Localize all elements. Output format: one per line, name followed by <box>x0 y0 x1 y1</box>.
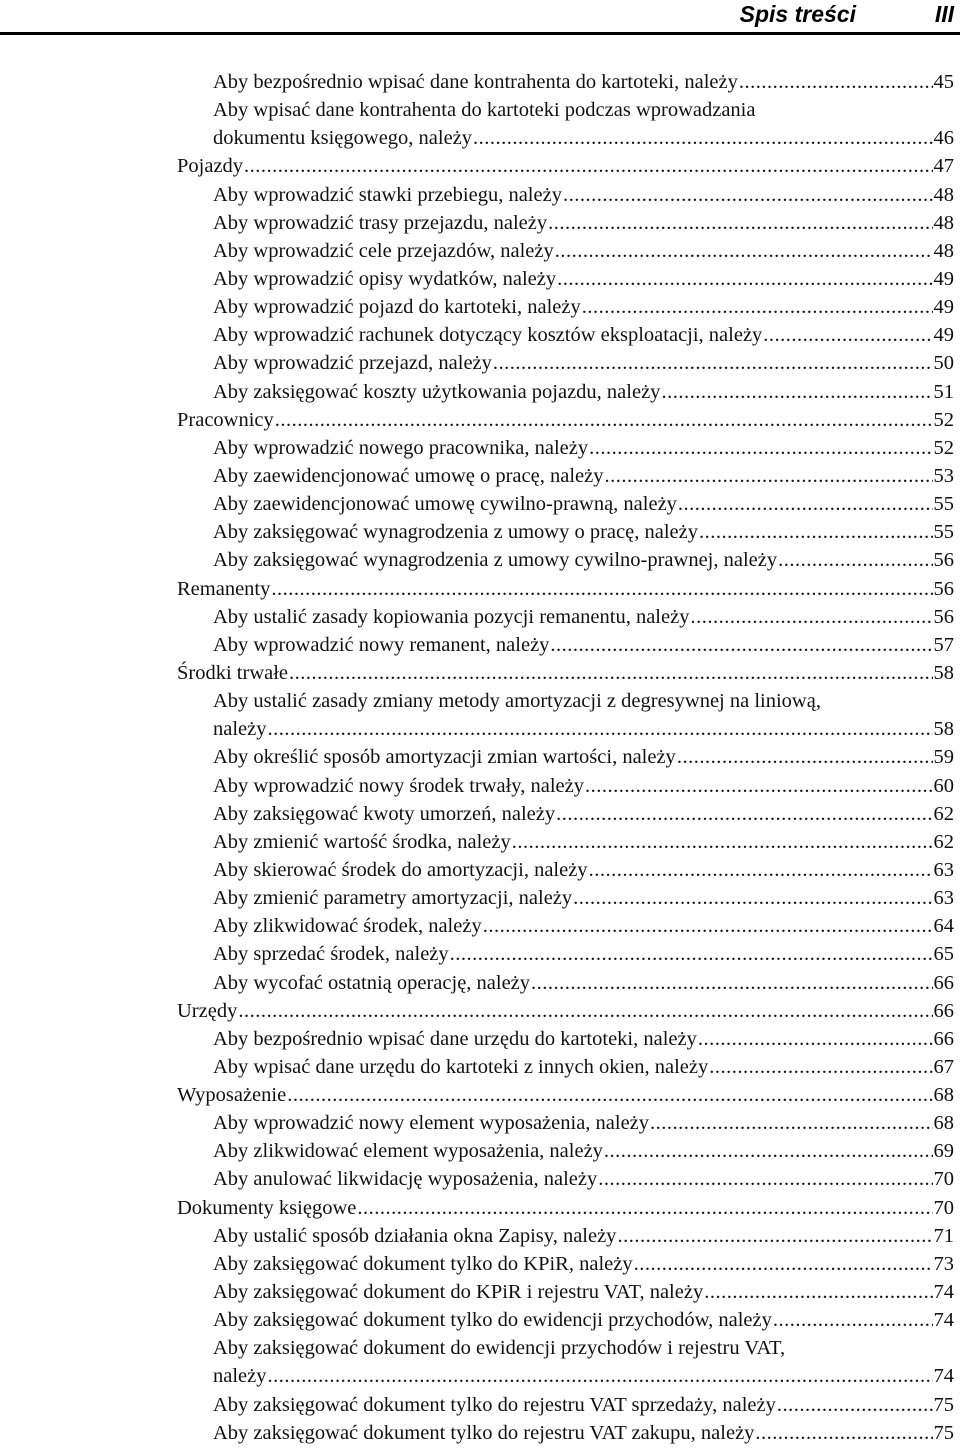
toc-dot-leader <box>709 1053 932 1081</box>
toc-page-number: 49 <box>933 296 954 319</box>
toc-entry-title: Pracownicy <box>177 408 274 431</box>
toc-dot-leader <box>473 124 932 152</box>
toc-section-entry[interactable] <box>213 1137 954 1165</box>
toc-row <box>213 209 954 237</box>
toc-dot-leader <box>268 715 933 743</box>
toc-section-entry[interactable] <box>213 1053 954 1081</box>
toc-dot-leader <box>650 1109 932 1137</box>
toc-dot-leader <box>739 68 933 96</box>
toc-row <box>213 490 954 518</box>
toc-entry-title: Aby wprowadzić stawki przebiegu, należy <box>213 183 562 206</box>
toc-row <box>213 68 954 96</box>
toc-chapter-entry[interactable] <box>177 152 954 180</box>
toc-row <box>213 434 954 462</box>
toc-dot-leader <box>573 884 932 912</box>
toc-dot-leader <box>677 743 933 771</box>
toc-page-number: 47 <box>933 155 954 178</box>
toc-section-entry[interactable] <box>213 518 954 546</box>
toc-section-entry[interactable] <box>213 96 954 124</box>
toc-section-entry[interactable] <box>213 237 954 265</box>
toc-chapter-entry[interactable] <box>177 659 954 687</box>
toc-section-entry[interactable] <box>213 1165 954 1193</box>
toc-section-entry[interactable] <box>213 1419 954 1447</box>
toc-page-number: 67 <box>933 1055 954 1078</box>
toc-row <box>213 181 954 209</box>
toc-entry-title: Aby zaksięgować koszty użytkowania pojazdu, należy <box>213 380 661 403</box>
toc-entry-title: Aby zaewidencjonować umowę cywilno-prawną, należy <box>213 493 677 516</box>
toc-entry-title: Aby wycofać ostatnią operację, należy <box>213 971 531 994</box>
toc-dot-leader <box>555 237 933 265</box>
toc-entry-title: Aby bezpośrednio wpisać dane kontrahenta do kartoteki, należy <box>213 71 738 93</box>
toc-dot-leader <box>268 1362 933 1390</box>
toc-entry-title: Aby wprowadzić nowego pracownika, należy <box>213 436 589 459</box>
toc-row <box>213 631 954 659</box>
toc-page-number: 71 <box>933 1224 954 1247</box>
toc-section-entry[interactable] <box>213 181 954 209</box>
toc-dot-leader <box>604 462 932 490</box>
toc-page-number: 48 <box>933 183 954 206</box>
toc-page-number: 62 <box>933 802 954 825</box>
toc-page-number: 58 <box>933 661 954 684</box>
toc-section-entry[interactable] <box>213 265 954 293</box>
toc-dot-leader <box>755 1419 932 1447</box>
toc-dot-leader <box>287 1081 932 1109</box>
toc-section-entry[interactable] <box>213 743 954 771</box>
toc-section-entry[interactable] <box>213 349 954 377</box>
toc-section-entry[interactable] <box>213 772 954 800</box>
toc-page-number: 56 <box>933 549 954 572</box>
toc-entry-title: Aby zaksięgować dokument tylko do ewidencji przychodów, należy <box>213 1309 772 1332</box>
toc-page-number: 52 <box>933 436 954 459</box>
toc-dot-leader <box>704 1278 932 1306</box>
toc-entry-title: Aby zaksięgować dokument do KPiR i rejestru VAT, należy <box>213 1281 704 1304</box>
toc-row <box>213 828 954 856</box>
toc-page-number: 51 <box>933 380 954 403</box>
toc-row <box>177 1081 954 1109</box>
toc-page-number: 74 <box>933 1309 954 1332</box>
toc-section-entry[interactable] <box>213 321 954 349</box>
toc-section-entry[interactable] <box>213 124 954 152</box>
toc-page-number: 66 <box>933 971 954 994</box>
toc-section-entry[interactable] <box>213 715 954 743</box>
toc-page-number: 52 <box>933 408 954 431</box>
toc-chapter-entry[interactable] <box>177 1081 954 1109</box>
toc-entry-title: Aby zmienić parametry amortyzacji, należy <box>213 887 573 910</box>
toc-entry-title: dokumentu księgowego, należy <box>213 127 473 150</box>
toc-dot-leader <box>690 603 932 631</box>
toc-section-entry[interactable] <box>213 462 954 490</box>
toc-page-number: 70 <box>933 1168 954 1191</box>
toc-dot-leader <box>582 293 933 321</box>
toc-entry-title: Aby zaksięgować dokument do ewidencji przychodów i rejestru VAT, <box>213 1337 786 1360</box>
toc-section-entry[interactable] <box>213 828 954 856</box>
toc-row <box>213 1165 954 1193</box>
toc-row <box>213 1025 954 1053</box>
toc-row <box>177 152 954 180</box>
toc-dot-leader <box>271 575 932 603</box>
running-title: Spis treści <box>739 1 856 27</box>
toc-entry-title: Aby zaksięgować dokument tylko do rejestru VAT sprzedaży, należy <box>213 1393 776 1416</box>
toc-page-number: 58 <box>933 718 954 741</box>
toc-dot-leader <box>550 631 932 659</box>
toc-row <box>213 96 954 124</box>
toc-dot-leader <box>557 265 932 293</box>
toc-row <box>213 546 954 574</box>
toc-page-number: 56 <box>933 605 954 628</box>
toc-entry-title: Aby bezpośrednio wpisać dane urzędu do kartoteki, należy <box>213 1027 697 1050</box>
toc-section-entry[interactable] <box>213 884 954 912</box>
toc-page-number: 48 <box>933 239 954 262</box>
toc-dot-leader <box>357 1194 932 1222</box>
toc-entry-title: Aby zaksięgować kwoty umorzeń, należy <box>213 802 556 825</box>
toc-row <box>213 969 954 997</box>
toc-entry-title: Aby zlikwidować element wyposażenia, należy <box>213 1140 603 1163</box>
toc-dot-leader <box>556 800 932 828</box>
toc-page-number: 75 <box>933 1421 954 1444</box>
toc-entry-title: Aby określić sposób amortyzacji zmian wartości, należy <box>213 746 676 769</box>
toc-row <box>213 237 954 265</box>
toc-section-entry[interactable] <box>213 1222 954 1250</box>
toc-dot-leader <box>585 772 933 800</box>
toc-row <box>213 856 954 884</box>
toc-row <box>177 575 954 603</box>
toc-entry-title: Aby wprowadzić pojazd do kartoteki, należy <box>213 296 581 319</box>
toc-section-entry[interactable] <box>213 490 954 518</box>
toc-dot-leader <box>493 349 933 377</box>
toc-row <box>213 912 954 940</box>
toc-dot-leader <box>617 1222 932 1250</box>
toc-entry-title: Urzędy <box>177 999 238 1022</box>
toc-entry-title: Aby wprowadzić trasy przejazdu, należy <box>213 211 548 234</box>
toc-page-number: 66 <box>933 999 954 1022</box>
toc-row <box>213 687 954 715</box>
toc-row <box>213 265 954 293</box>
toc-section-entry[interactable] <box>213 1250 954 1278</box>
toc-page-number: 74 <box>933 1365 954 1388</box>
toc-entry-title: Aby skierować środek do amortyzacji, należy <box>213 858 588 881</box>
toc-section-entry[interactable] <box>213 603 954 631</box>
toc-entry-title: Aby wprowadzić cele przejazdów, należy <box>213 239 554 262</box>
toc-dot-leader <box>548 209 932 237</box>
toc-page-number: 56 <box>933 577 954 600</box>
toc-section-entry[interactable] <box>213 1109 954 1137</box>
toc-dot-leader <box>604 1137 933 1165</box>
toc-page-number: 59 <box>933 746 954 769</box>
toc-entry-title: Aby sprzedać środek, należy <box>213 943 449 966</box>
toc-page-number: 73 <box>933 1252 954 1275</box>
toc-page-number: 74 <box>933 1281 954 1304</box>
toc-page-number: 55 <box>933 521 954 544</box>
toc-section-entry[interactable] <box>213 1278 954 1306</box>
toc-entry-title: Dokumenty księgowe <box>177 1196 357 1219</box>
toc-page-number: 65 <box>933 943 954 966</box>
toc-entry-title: Aby ustalić zasady kopiowania pozycji remanentu, należy <box>213 605 690 628</box>
toc-page-number: 68 <box>933 1084 954 1107</box>
toc-page-number: 68 <box>933 1112 954 1135</box>
toc-page-number: 69 <box>933 1140 954 1163</box>
toc-entry-title: Aby wpisać dane kontrahenta do kartoteki podczas wprowadzania <box>213 99 756 122</box>
toc-page-number: 55 <box>933 493 954 516</box>
toc-entry-title: Aby wprowadzić rachunek dotyczący kosztów eksploatacji, należy <box>213 324 763 347</box>
toc-entry-title: Aby zaksięgować wynagrodzenia z umowy o pracę, należy <box>213 521 698 544</box>
toc-dot-leader <box>450 940 933 968</box>
toc-entry-title: Wyposażenie <box>177 1084 287 1107</box>
toc-section-entry[interactable] <box>213 1334 954 1362</box>
toc-dot-leader <box>699 518 933 546</box>
toc-row <box>213 772 954 800</box>
toc-row <box>213 1222 954 1250</box>
toc-row <box>213 293 954 321</box>
toc-entry-title: Aby zaksięgować dokument tylko do rejestru VAT zakupu, należy <box>213 1421 755 1444</box>
toc-dot-leader <box>589 856 933 884</box>
toc-row <box>213 378 954 406</box>
toc-row <box>213 1391 954 1419</box>
toc-entry-title: Pojazdy <box>177 155 244 178</box>
toc-entry-title: należy <box>213 718 267 741</box>
toc-page-number: 66 <box>933 1027 954 1050</box>
toc-dot-leader <box>238 997 932 1025</box>
toc-row <box>213 349 954 377</box>
toc-page-number: 48 <box>933 211 954 234</box>
toc-entry-title: Aby zaksięgować wynagrodzenia z umowy cywilno-prawnej, należy <box>213 549 778 572</box>
table-of-contents <box>0 68 960 1447</box>
toc-chapter-entry[interactable] <box>177 406 954 434</box>
toc-section-entry[interactable] <box>213 378 954 406</box>
toc-entry-title: Aby wprowadzić opisy wydatków, należy <box>213 267 557 290</box>
toc-dot-leader <box>598 1165 932 1193</box>
toc-row <box>213 1419 954 1447</box>
toc-entry-title: Aby zaewidencjonować umowę o pracę, należy <box>213 464 604 487</box>
toc-dot-leader <box>661 378 932 406</box>
toc-section-entry[interactable] <box>213 434 954 462</box>
toc-page-number: 63 <box>933 887 954 910</box>
toc-dot-leader <box>778 546 932 574</box>
toc-row <box>177 997 954 1025</box>
toc-page-number: 70 <box>933 1196 954 1219</box>
toc-entry-title: Aby anulować likwidację wyposażenia, należy <box>213 1168 598 1191</box>
toc-section-entry[interactable] <box>213 687 954 715</box>
toc-entry-title: Aby wprowadzić nowy środek trwały, należy <box>213 774 584 797</box>
toc-row <box>213 518 954 546</box>
toc-row <box>213 1362 954 1390</box>
toc-section-entry[interactable] <box>213 856 954 884</box>
toc-entry-title: Aby ustalić zasady zmiany metody amortyzacji z degresywnej na liniową, <box>213 690 821 713</box>
toc-dot-leader <box>563 181 933 209</box>
toc-page-number: 63 <box>933 858 954 881</box>
toc-entry-title: Środki trwałe <box>177 661 289 684</box>
toc-row <box>213 1137 954 1165</box>
toc-row <box>177 659 954 687</box>
toc-row <box>213 462 954 490</box>
page-header <box>0 0 960 36</box>
toc-entry-title: należy <box>213 1365 267 1388</box>
toc-dot-leader <box>698 1025 933 1053</box>
toc-section-entry[interactable] <box>213 546 954 574</box>
toc-page-number: 50 <box>933 352 954 375</box>
toc-row <box>213 1053 954 1081</box>
toc-dot-leader <box>678 490 933 518</box>
toc-dot-leader <box>634 1250 933 1278</box>
page-number: III <box>934 1 954 27</box>
toc-dot-leader <box>531 969 932 997</box>
toc-page-number: 49 <box>933 324 954 347</box>
toc-row <box>213 1250 954 1278</box>
toc-page-number: 62 <box>933 830 954 853</box>
toc-entry-title: Aby wpisać dane urzędu do kartoteki z innych okien, należy <box>213 1055 709 1078</box>
toc-row <box>213 884 954 912</box>
toc-page-number: 46 <box>933 127 954 150</box>
header-rule <box>0 32 960 35</box>
toc-row <box>213 321 954 349</box>
toc-section-entry[interactable] <box>213 912 954 940</box>
toc-row <box>213 1278 954 1306</box>
toc-row <box>213 743 954 771</box>
toc-section-entry[interactable] <box>213 1025 954 1053</box>
toc-chapter-entry[interactable] <box>177 997 954 1025</box>
toc-row <box>213 940 954 968</box>
toc-entry-title: Aby wprowadzić przejazd, należy <box>213 352 492 375</box>
toc-section-entry[interactable] <box>213 68 954 96</box>
toc-dot-leader <box>483 912 933 940</box>
toc-section-entry[interactable] <box>213 800 954 828</box>
toc-row <box>213 715 954 743</box>
toc-entry-title: Aby ustalić sposób działania okna Zapisy, należy <box>213 1224 617 1247</box>
toc-page-number: 45 <box>933 71 954 93</box>
toc-dot-leader <box>589 434 932 462</box>
toc-row <box>213 124 954 152</box>
toc-chapter-entry[interactable] <box>177 575 954 603</box>
toc-dot-leader <box>244 152 932 180</box>
toc-dot-leader <box>512 828 933 856</box>
toc-dot-leader <box>275 406 933 434</box>
toc-page-number: 49 <box>933 267 954 290</box>
toc-dot-leader <box>777 1391 933 1419</box>
toc-row <box>177 406 954 434</box>
toc-entry-title: Aby wprowadzić nowy element wyposażenia, należy <box>213 1112 650 1135</box>
toc-page-number: 64 <box>933 915 954 938</box>
toc-dot-leader <box>773 1306 933 1334</box>
toc-chapter-entry[interactable] <box>177 1194 954 1222</box>
toc-entry-title: Aby zaksięgować dokument tylko do KPiR, należy <box>213 1252 633 1275</box>
toc-section-entry[interactable] <box>213 1391 954 1419</box>
toc-row <box>213 1306 954 1334</box>
toc-page-number: 60 <box>933 774 954 797</box>
toc-row <box>213 800 954 828</box>
toc-entry-title: Aby zmienić wartość środka, należy <box>213 830 511 853</box>
toc-section-entry[interactable] <box>213 293 954 321</box>
toc-page-number: 53 <box>933 464 954 487</box>
toc-section-entry[interactable] <box>213 631 954 659</box>
toc-section-entry[interactable] <box>213 1362 954 1390</box>
toc-entry-title: Remanenty <box>177 577 271 600</box>
toc-entry-title: Aby wprowadzić nowy remanent, należy <box>213 633 550 656</box>
toc-row <box>213 603 954 631</box>
toc-dot-leader <box>763 321 932 349</box>
toc-section-entry[interactable] <box>213 969 954 997</box>
toc-row <box>213 1109 954 1137</box>
toc-section-entry[interactable] <box>213 209 954 237</box>
toc-entry-title: Aby zlikwidować środek, należy <box>213 915 482 938</box>
toc-row <box>177 1194 954 1222</box>
toc-page-number: 57 <box>933 633 954 656</box>
toc-section-entry[interactable] <box>213 1306 954 1334</box>
toc-row <box>213 1334 954 1362</box>
toc-section-entry[interactable] <box>213 940 954 968</box>
toc-dot-leader <box>289 659 932 687</box>
toc-page-number: 75 <box>933 1393 954 1416</box>
